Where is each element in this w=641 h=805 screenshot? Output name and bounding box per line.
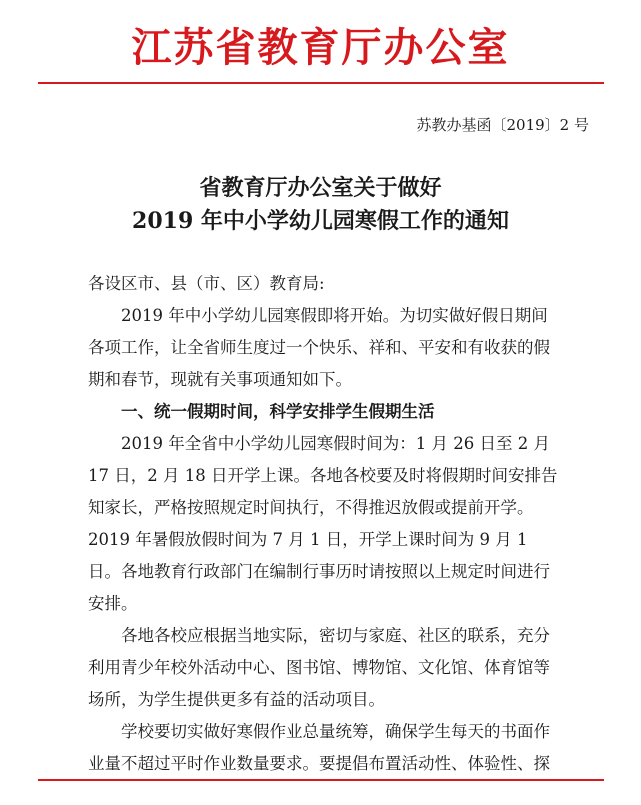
paragraph-homework: 学校要切实做好寒假作业总量统筹，确保学生每天的书面作业量不超过平时作业数量要求。要提倡布置活动性、体验性、探 — [88, 722, 550, 773]
header-red-rule — [38, 82, 604, 84]
notice-body — [88, 268, 558, 780]
notice-title-line-1: 省教育厅办公室关于做好 — [199, 175, 442, 201]
paragraph-intro: 2019 年中小学幼儿园寒假即将开始。为切实做好假日期间各项工作，让全省师生度过一个快乐、祥和、平安和有收获的假期和春节，现就有关事项通知如下。 — [88, 306, 550, 389]
paragraph-schedule: 2019 年全省中小学幼儿园寒假时间为：1 月 26 日至 2 月 17 日，2 月 18 日开学上课。各地各校要及时将假期时间安排告知家长，严格按照规定时间执行，不得推迟放假或提前开学。2019 年暑假放假时间为 7 月 1 日，开学上课时间为 9 月 1 日。各地教育行政部门在编制行事历时请按照以上规定时间进行安排。 — [88, 434, 558, 613]
salutation: 各设区市、县（市、区）教育局: — [88, 274, 325, 293]
footer-red-rule — [38, 779, 604, 781]
notice-title-line-2: 2019 年中小学幼儿园寒假工作的通知 — [132, 208, 509, 234]
paragraph-activities: 各地各校应根据当地实际，密切与家庭、社区的联系，充分利用青少年校外活动中心、图书馆、博物馆、文化馆、体育馆等场所，为学生提供更多有益的活动项目。 — [88, 626, 550, 709]
issuing-office-title: 江苏省教育厅办公室 — [131, 24, 510, 71]
section-heading-1: 一、统一假期时间，科学安排学生假期生活 — [121, 402, 435, 421]
document-number: 苏教办基函〔2019〕2 号 — [416, 116, 589, 134]
